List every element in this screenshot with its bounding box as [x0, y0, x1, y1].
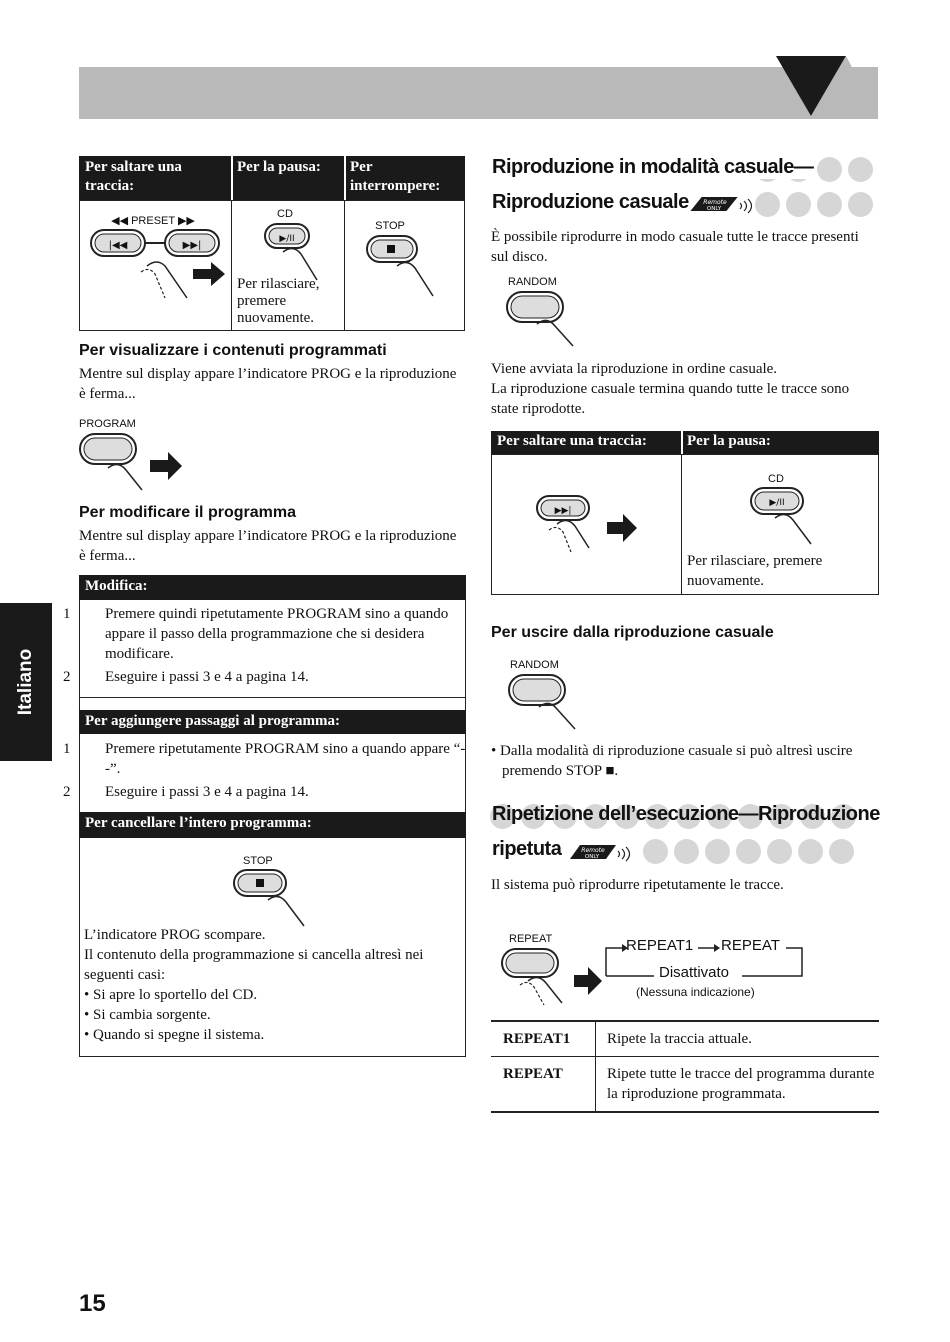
cancellare-line: L’indicatore PROG scompare. — [84, 927, 266, 943]
exit-random-button-illustration — [507, 673, 587, 731]
exit-random-note: • Dalla modalità di riproduzione casuale si può altresì uscire premendo STOP ■. — [491, 743, 853, 779]
cell-divider — [681, 454, 682, 595]
cancellare-stop-label: STOP — [243, 855, 273, 867]
random-after-text — [491, 359, 876, 419]
cd-label: CD — [768, 473, 784, 485]
cycle-repeat1: REPEAT1 — [626, 937, 694, 954]
stop-button-illustration — [365, 234, 445, 304]
cycle-off-note: (Nessuna indicazione) — [636, 985, 755, 999]
exit-random-label: RANDOM — [510, 659, 559, 671]
svg-text:▶▶|: ▶▶| — [182, 240, 202, 251]
cycle-repeat: REPEAT — [721, 937, 780, 954]
cell-divider — [231, 200, 232, 331]
header-banner — [79, 67, 878, 119]
header-divider — [681, 431, 683, 454]
table-row-mode: REPEAT1 — [503, 1031, 571, 1047]
cancellare-line: • Si apre lo sportello del CD. — [84, 987, 258, 1003]
page-number: 15 — [79, 1290, 106, 1317]
repeat-label: REPEAT — [509, 933, 553, 945]
header-skip: Per saltare una traccia: — [497, 433, 647, 449]
cancellare-text — [84, 925, 462, 1045]
cancellare-line: • Si cambia sorgente. — [84, 1007, 211, 1023]
cancellare-line: • Quando si spegne il sistema. — [84, 1027, 265, 1043]
svg-text:▶/II: ▶/II — [769, 498, 785, 508]
remote-only-icon — [568, 841, 634, 867]
random-controls-table — [491, 431, 879, 595]
cancellare-stop-button-illustration — [232, 868, 312, 928]
aggiungere-header: Per aggiungere passaggi al programma: — [79, 710, 466, 734]
divider — [79, 697, 466, 698]
modifica-header: Modifica: — [79, 575, 466, 600]
controls-table — [79, 156, 465, 331]
cd-label: CD — [277, 208, 293, 220]
repeat-button-illustration — [500, 947, 610, 1007]
header-pause: Per la pausa: — [237, 159, 321, 175]
svg-text:|◀◀: |◀◀ — [108, 240, 128, 251]
table-border-top — [491, 1020, 879, 1022]
svg-text:Remote: Remote — [581, 847, 605, 854]
header-skip: Per saltare una traccia: — [85, 159, 182, 194]
header-divider — [344, 156, 346, 200]
cell-divider — [344, 200, 345, 331]
table-row-desc: Ripete la traccia attuale. — [607, 1031, 752, 1047]
random-after-line: La riproduzione casuale termina quando tutte le tracce sono state riprodotte. — [491, 381, 850, 417]
program-button-illustration — [78, 432, 188, 492]
table-row-desc: Ripete tutte le tracce del programma durante la riproduzione programmata. — [607, 1066, 875, 1102]
pause-release-note: Per rilasciare, premere nuovamente. — [237, 276, 320, 326]
table-col-divider — [595, 1020, 596, 1113]
decorative-dots — [755, 192, 879, 218]
decorative-dots — [643, 839, 860, 865]
exit-random-title: Per uscire dalla riproduzione casuale — [491, 624, 774, 641]
table-border-bottom — [491, 1111, 879, 1113]
random-label: RANDOM — [508, 276, 557, 288]
header-pause: Per la pausa: — [687, 433, 771, 449]
header-divider — [231, 156, 233, 200]
svg-text:▶▶|: ▶▶| — [554, 506, 572, 516]
preset-label: ◀◀ PRESET ▶▶ — [111, 215, 195, 227]
aggiungere-step-2: 2 Eseguire i passi 3 e 4 a pagina 14. — [63, 784, 309, 800]
cancellare-header: Per cancellare l’intero programma: — [79, 812, 466, 838]
modifica-step-2: 2 Eseguire i passi 3 e 4 a pagina 14. — [63, 669, 309, 685]
language-tab — [0, 603, 52, 761]
cd-play-pause-button-illustration — [749, 486, 829, 546]
table-row-mode: REPEAT — [503, 1066, 563, 1082]
remote-only-icon — [690, 193, 752, 219]
repeat-intro: Il sistema può riprodurre ripetutamente le tracce. — [491, 877, 784, 893]
random-intro: È possibile riprodurre in modo casuale tutte le tracce presenti sul disco. — [491, 229, 859, 265]
header-stop: Per interrompere: — [350, 159, 441, 194]
modifica-box — [63, 575, 466, 1057]
svg-text:ONLY: ONLY — [584, 854, 600, 860]
stop-label: STOP — [375, 220, 405, 232]
table-row-divider — [491, 1056, 879, 1057]
repeat-title-line1: Ripetizione dell’esecuzione—Riproduzione — [492, 803, 880, 825]
triangle-marker-icon — [776, 56, 880, 120]
view-program-body: Mentre sul display appare l’indicatore PROG e la riproduzione è ferma... — [79, 366, 457, 402]
svg-text:Remote: Remote — [703, 199, 727, 206]
svg-text:▶/II: ▶/II — [279, 234, 295, 244]
random-button-illustration — [505, 290, 585, 348]
repeat-table — [491, 1020, 879, 1113]
modifica-step-1: 1 Premere quindi ripetutamente PROGRAM sino a quando appare il passo della programmazione che si desidera modificare. — [63, 606, 449, 662]
random-title-line2: Riproduzione casuale — [492, 191, 693, 214]
aggiungere-step-1: 1 Premere ripetutamente PROGRAM sino a quando appare “--”. — [63, 741, 466, 777]
pause-release-note: Per rilasciare, premere nuovamente. — [687, 553, 823, 589]
program-label: PROGRAM — [79, 418, 136, 430]
arrow-right-icon — [193, 262, 227, 286]
modify-program-title: Per modificare il programma — [79, 504, 296, 521]
modify-program-body: Mentre sul display appare l’indicatore PROG e la riproduzione è ferma... — [79, 528, 457, 564]
random-after-line: Viene avviata la riproduzione in ordine casuale. — [491, 361, 778, 377]
repeat-title-line2: ripetuta — [492, 838, 565, 861]
language-label: Italiano — [15, 648, 36, 716]
random-title-line1: Riproduzione in modalità casuale— — [492, 156, 817, 179]
svg-text:ONLY: ONLY — [706, 206, 722, 212]
cycle-off: Disattivato — [659, 964, 730, 981]
cancellare-line: Il contenuto della programmazione si cancella altresì nei seguenti casi: — [84, 947, 424, 983]
skip-next-button-illustration — [535, 494, 645, 556]
view-program-title: Per visualizzare i contenuti programmati — [79, 342, 387, 359]
